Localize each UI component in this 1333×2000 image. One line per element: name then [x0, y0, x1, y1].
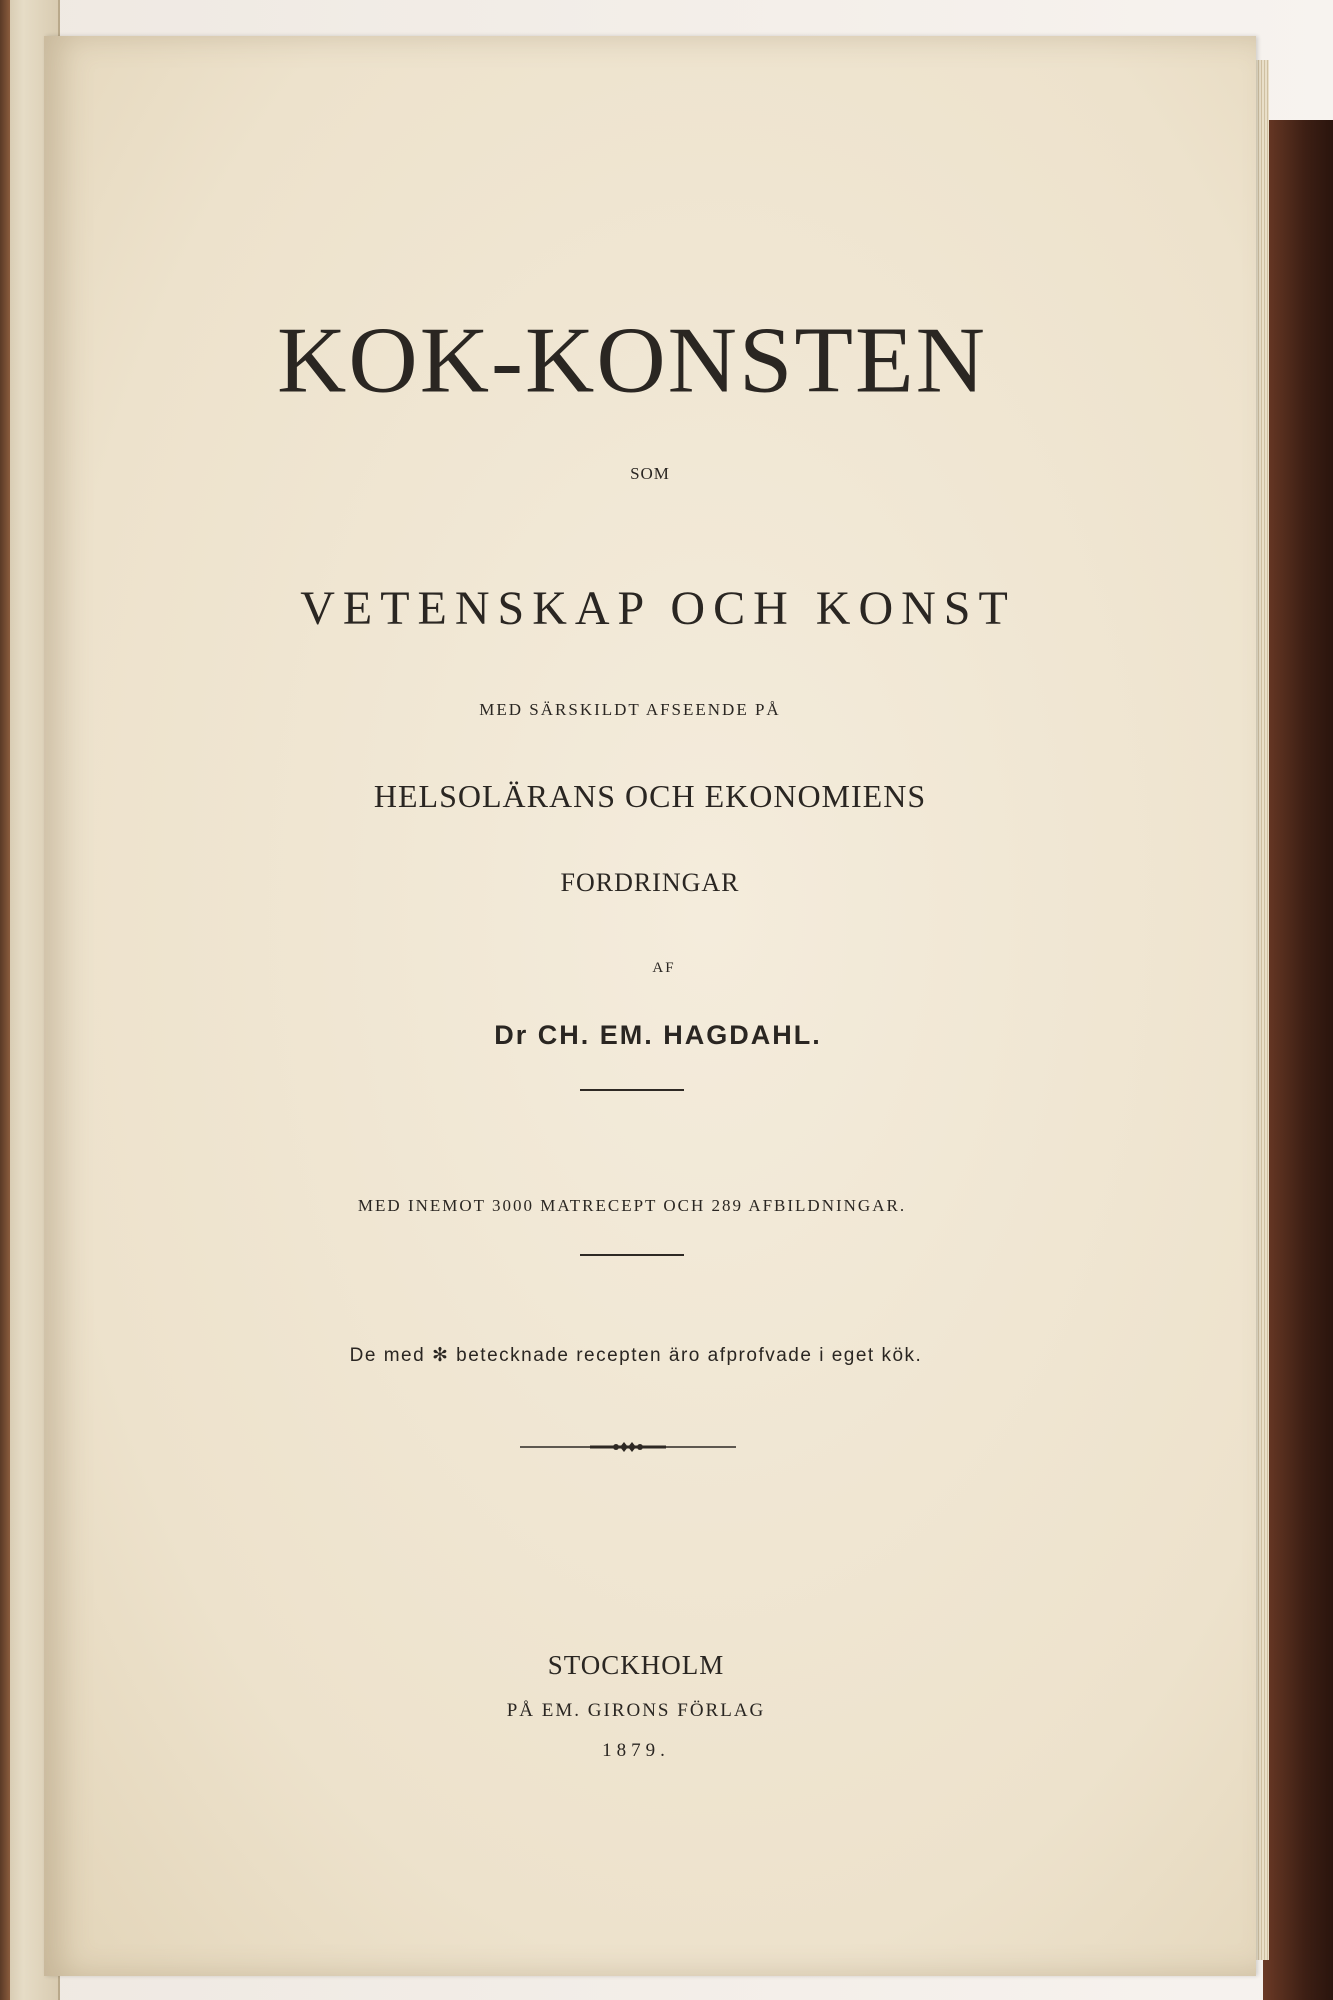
divider-rule — [580, 1254, 684, 1256]
subject-line-1: HELSOLÄRANS OCH EKONOMIENS — [373, 778, 927, 814]
book-cover-edge — [1263, 120, 1333, 2000]
recipe-note: De med ✻ betecknade recepten äro afprofvade i eget kök. — [349, 1345, 923, 1366]
title-page-content — [44, 36, 1256, 1976]
divider-rule — [580, 1089, 684, 1091]
book-title: KOK-KONSTEN — [277, 307, 987, 412]
subject-line-2: FORDRINGAR — [560, 868, 740, 897]
contents-note: MED INEMOT 3000 MATRECEPT OCH 289 AFBILDNINGAR. — [357, 1196, 907, 1215]
publication-place: STOCKHOLM — [547, 1650, 725, 1680]
binding-hinge — [0, 0, 10, 2000]
title-connector: SOM — [630, 464, 670, 483]
byline: AF — [652, 960, 676, 976]
author-name: Dr CH. EM. HAGDAHL. — [494, 1020, 822, 1050]
subtitle-note: MED SÄRSKILDT AFSEENDE PÅ — [479, 700, 781, 719]
publication-year: 1879. — [602, 1740, 670, 1761]
publisher: PÅ EM. GIRONS FÖRLAG — [506, 1700, 766, 1721]
ornament-rule-icon — [520, 1440, 736, 1454]
book-subtitle: VETENSKAP OCH KONST — [300, 582, 1016, 635]
title-page — [44, 36, 1256, 1976]
